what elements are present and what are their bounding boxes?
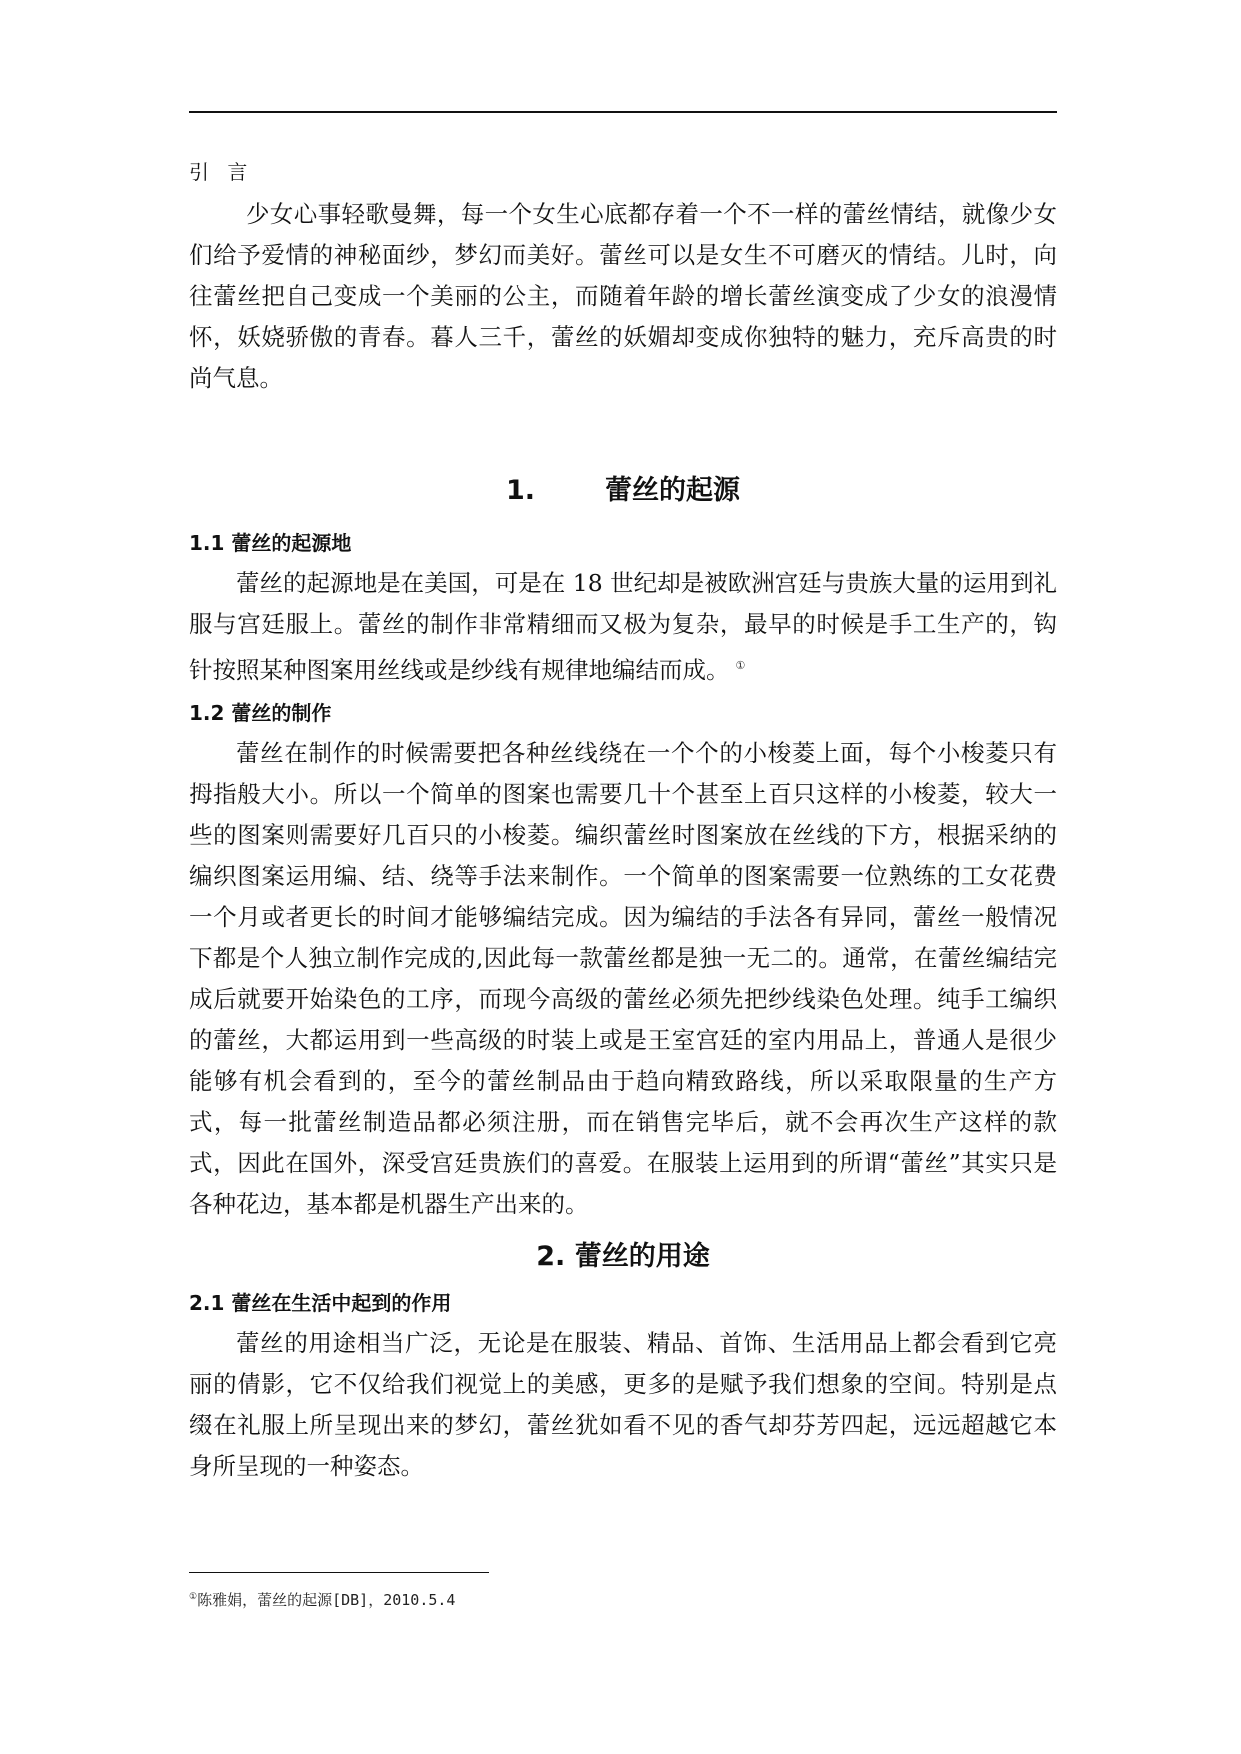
section-1-title xyxy=(189,469,1057,513)
section-1-title-text: 蕾丝的起源 xyxy=(605,475,741,506)
subsection-1-1-heading: 1.1 蕾丝的起源地 xyxy=(189,531,352,555)
subsection-2-1-paragraph: 蕾丝的用途相当广泛，无论是在服装、精品、首饰、生活用品上都会看到它亮丽的倩影，它不仅给我们视觉上的美感，更多的是赋予我们想象的空间。特别是点缀在礼服上所呈现出来的梦幻，蕾丝犹如看不见的香气却芬芳四起，远远超越它本身所呈现的一种姿态。 xyxy=(189,1328,1057,1480)
footnote-mark: ① xyxy=(189,1592,198,1602)
intro-paragraph: 少女心事轻歌曼舞，每一个女生心底都存着一个不一样的蕾丝情结，就像少女们给予爱情的神秘面纱，梦幻而美好。蕾丝可以是女生不可磨灭的情结。儿时，向往蕾丝把自己变成一个美丽的公主，而随着年龄的增长蕾丝演变成了少女的浪漫情怀，妖娆骄傲的青春。暮人三千，蕾丝的妖媚却变成你独特的魅力，充斥高贵的时尚气息。 xyxy=(189,200,1057,392)
subsection-1-1-text: 蕾丝的起源地是在美国，可是在 18 世纪却是被欧洲宫廷与贵族大量的运用到礼服与宫廷服上。蕾丝的制作非常精细而又极为复杂，最早的时候是手工生产的，钩针按照某种图案用丝线或是纱线有规律地编结而成。 xyxy=(189,569,1057,684)
subsection-2-1-heading: 2.1 蕾丝在生活中起到的作用 xyxy=(189,1290,452,1315)
subsection-1-1-paragraph xyxy=(189,563,1057,691)
footnote-reference: ① xyxy=(735,659,746,672)
subsection-1-2-paragraph: 蕾丝在制作的时候需要把各种丝线绕在一个个的小梭菱上面，每个小梭菱只有拇指般大小。所以一个简单的图案也需要几十个甚至上百只这样的小梭菱，较大一些的图案则需要好几百只的小梭菱。编织蕾丝时图案放在丝线的下方，根据采纳的编织图案运用编、结、绕等手法来制作。一个简单的图案需要一位熟练的工女花费一个月或者更长的时间才能够编结完成。因为编结的手法各有异同，蕾丝一般情况下都是个人独立制作完成的,因此每一款蕾丝都是独一无二的。通常，在蕾丝编结完成后就要开始染色的工序，而现今高级的蕾丝必须先把纱线染色处理。纯手工编织的蕾丝，大都运用到一些高级的时装上或是王室宫廷的室内用品上，普通人是很少能够有机会看到的，至今的蕾丝制品由于趋向精致路线，所以采取限量的生产方式，每一批蕾丝制造品都必须注册，而在销售完毕后，就不会再次生产这样的款式，因此在国外，深受宫廷贵族们的喜爱。在服装上运用到的所谓“蕾丝”其实只是各种花边，基本都是机器生产出来的。 xyxy=(189,738,1057,1218)
subsection-1-2-heading: 1.2 蕾丝的制作 xyxy=(189,700,332,725)
document-body xyxy=(189,150,1057,1487)
header-rule xyxy=(189,111,1057,113)
section-2-title: 2. 蕾丝的用途 xyxy=(536,1240,710,1272)
footnote-rule xyxy=(189,1572,489,1573)
footnote xyxy=(189,1589,455,1610)
intro-heading: 引 言 xyxy=(189,160,254,184)
section-1-number: 1. xyxy=(505,475,536,506)
footnote-text: 陈雅娟，蕾丝的起源[DB]，2010.5.4 xyxy=(197,1591,456,1609)
